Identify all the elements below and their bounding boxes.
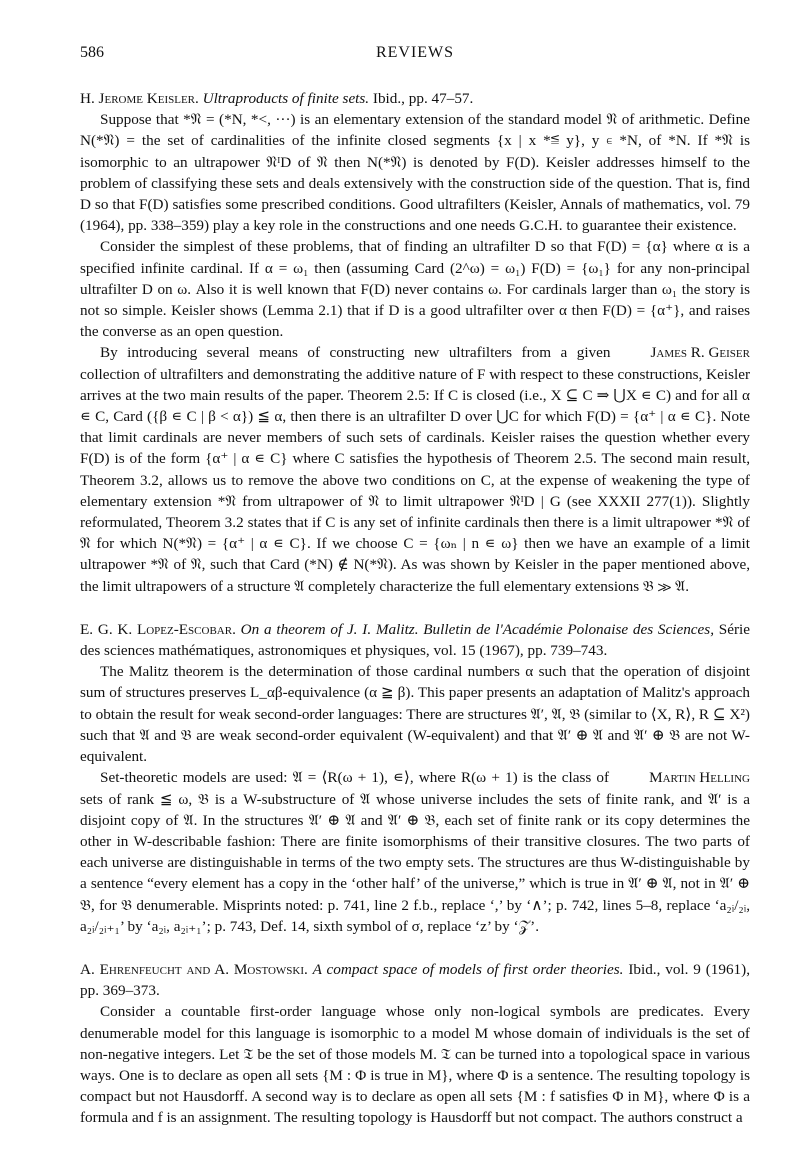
review-citation (80, 88, 750, 109)
review-ehrenfeucht-mostowski (80, 959, 750, 1129)
review-paragraph: Suppose that *𝔑 = (*N, *<, ···) is an elementary extension of the standard model 𝔑 of arithmetic. Define N(*𝔑) = the set of cardinalities of the infinite closed segments {x | x *≦ y}, y ∊ *N, of *N. If *𝔑 is isomorphic to an ultrapower 𝔑ᴵD of 𝔑 then N(*𝔑) is denoted by F(D). Keisler addresses himself to the problem of classifying these sets and deals extensively with the construction side of the question. That is, find D so that F(D) satisfies some prescribed conditions. Good ultrafilters (Keisler, Annals of mathematics, vol. 79 (1964), pp. 338–359) play a key role in the constructions and one needs G.C.H. to guarantee their existence. (80, 111, 750, 235)
page-body (80, 88, 750, 1129)
review-author: A. Ehrenfeucht and A. Mostowski. (80, 960, 308, 978)
review-citation (80, 619, 750, 661)
running-head: REVIEWS (375, 44, 455, 61)
review-title: A compact space of models of first order theories. (312, 960, 624, 978)
review-title: Ultraproducts of finite sets. (202, 90, 370, 107)
review-paragraph: Consider the simplest of these problems, that of finding an ultrafilter D so that F(D) = {α} where α is a specified infinite cardinal. If α = ω₁ then (assuming Card (2^ω) = ω₁) F(D) = {ω₁} for any non-principal ultrafilter D on ω. Also it is well known that F(D) never contains ω. For cardinals larger than ω₁ the story is not so simple. Keisler shows (Lemma 2.1) that if D is a good ultrafilter over α then F(D) = {α⁺}, and raises the converse as an open question. (80, 238, 750, 341)
review-keisler (80, 88, 750, 597)
reviewer-signature: Martin Helling (649, 769, 750, 787)
review-paragraph (80, 767, 750, 937)
review-citation (80, 959, 750, 1001)
review-source: Ibid., pp. 47–57. (372, 90, 474, 107)
reviewer-signature: James R. Geiser (650, 344, 750, 362)
review-paragraph: Consider a countable first-order language whose only non-logical symbols are predicates. Every denumerable model for this language is isomorphic to a model M whose domain of individuals is the set of non-negative integers. Let 𝔗 be the set of those models M. 𝔗 can be turned into a topological space in various ways. One is to declare as open all sets {M : Φ is true in M}, where Φ is a sentence. The resulting topology is compact but not Hausdorff. A second way is to declare as open all sets {M : f satisfies Φ in M}, where Φ is a formula and f is an assignment. The resulting topology is Hausdorff but not compact. The authors construct a (80, 1003, 750, 1127)
review-paragraph (80, 342, 750, 596)
page-header (80, 44, 750, 66)
page-number: 586 (80, 44, 104, 61)
review-lopez-escobar (80, 619, 750, 937)
review-paragraph-text: Set-theoretic models are used: 𝔄 = ⟨R(ω + 1), ∊⟩, where R(ω + 1) is the class of sets of rank ≦ ω, 𝔅 is a W-substructure of 𝔄 whose universe includes the sets of finite rank, and 𝔄′ is a disjoint copy of 𝔄. In the structures 𝔄′ ⊕ 𝔄 and 𝔄′ ⊕ 𝔅, each set of finite rank or its copy determines the other in W-describable fashion: There are finite isomorphisms of their transitive closures. The two parts of each universe are distinguishable in terms of the two empty sets. The structures are thus W-distinguishable by a sentence “every element has a copy in the ‘other half’ of the universe,” which is true in 𝔄′ ⊕ 𝔄, not in 𝔄′ ⊕ 𝔅, for 𝔅 denumerable. Misprints noted: p. 741, line 2 f.b., replace ‘,’ by ‘∧’; p. 742, lines 5–8, replace ‘a₂ᵢ/₂ᵢ, a₂ᵢ/₂ᵢ₊₁’ by ‘a₂ᵢ, a₂ᵢ₊₁’; p. 743, Def. 14, sixth symbol of σ, replace ‘z’ by ‘𝒵’. (80, 769, 750, 935)
review-author: E. G. K. Lopez-Escobar. (80, 620, 236, 638)
review-author: H. Jerome Keisler. (80, 90, 199, 107)
review-source: Ibid., vol. 9 (1961), pp. 369–373. (80, 960, 750, 1000)
review-paragraph-text: By introducing several means of constructing new ultrafilters from a given collection of ultrafilters and demonstrating the additive nature of F with respect to these constructions, Keisler arrives at the two main results of the paper. Theorem 2.5: If C is closed (i.e., X ⊆ C ⇒ ⋃X ∊ C) and for all α ∊ C, Card ({β ∊ C | β < α}) ≦ α, then there is an ultrafilter D over ⋃C for which F(D) = {α⁺ | α ∊ C}. Note that limit cardinals are never members of such sets of cardinals. Keisler raises the question whether every F(D) is of the form {α⁺ | α ∊ C} where C satisfies the hypothesis of Theorem 2.5. The second main result, Theorem 3.2, allows us to remove the above two conditions on C, at the expense of weakening the type of elementary extension *𝔑 from ultrapower of 𝔑 to limit ultrapower 𝔑ᴵD | G (see XXXII 277(1)). Slightly reformulated, Theorem 3.2 states that if C is any set of infinite cardinals then there is a limit ultrapower *𝔑 of 𝔑 for which N(*𝔑) = {α⁺ | α ∊ C}. If we choose C = {ωₙ | n ∊ ω} then we have an example of a limit ultrapower *𝔑 of 𝔑, such that Card (*N) ∉ N(*𝔑). As was shown by Keisler in the paper mentioned above, the limit ultrapowers of a structure 𝔄 completely characterize the full elementary extensions 𝔅 ≫ 𝔄. (80, 344, 750, 595)
review-source: Série des sciences mathématiques, astronomiques et physiques, vol. 15 (1967), pp. 739–743. (80, 620, 751, 660)
review-title: On a theorem of J. I. Malitz. Bulletin de l'Académie Polonaise des Sciences, (240, 620, 715, 638)
review-paragraph: The Malitz theorem is the determination of those cardinal numbers α such that the operation of disjoint sum of structures preserves L_αβ-equivalence (α ≧ β). This paper presents an adaptation of Malitz's approach to obtain the result for weak second-order languages: There are structures 𝔄′, 𝔄, 𝔅 (similar to ⟨X, R⟩, R ⊆ X²) such that 𝔄 and 𝔅 are weak second-order equivalent (W-equivalent) and that 𝔄′ ⊕ 𝔄 and 𝔄′ ⊕ 𝔅 are not W-equivalent. (80, 663, 750, 766)
